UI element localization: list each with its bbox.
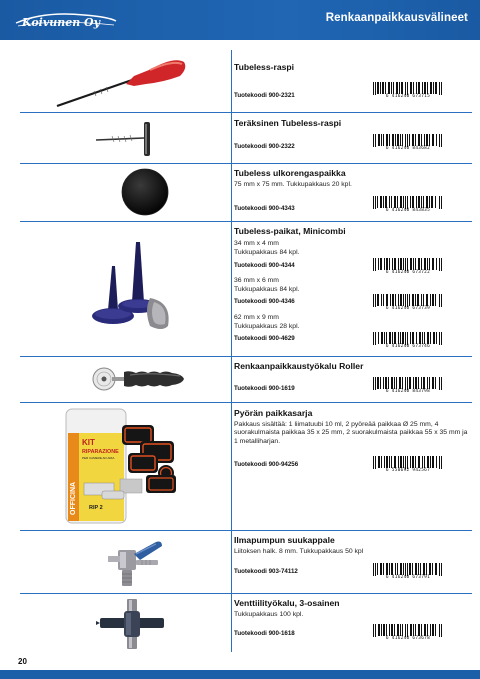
variant-pack: Tukkupakkaus 28 kpl. bbox=[234, 323, 300, 330]
product-title: Tubeless-paikat, Minicombi bbox=[234, 226, 346, 236]
separator bbox=[20, 402, 472, 403]
barcode-number: 6 416240 673791 bbox=[385, 575, 431, 580]
product-minicombi bbox=[234, 226, 474, 236]
svg-text:RIP 2: RIP 2 bbox=[89, 505, 103, 511]
separator bbox=[20, 112, 232, 113]
barcode-number: 6 416240 673722 bbox=[385, 270, 431, 275]
barcode bbox=[372, 377, 444, 396]
barcode bbox=[372, 134, 444, 153]
product-description: Tukkupakkaus 100 kpl. bbox=[234, 611, 304, 618]
roller-tool-image bbox=[90, 364, 190, 394]
product-outer-patch bbox=[234, 168, 474, 189]
variant-size: 34 mm x 4 mm bbox=[234, 240, 279, 247]
product-code: Tuotekoodi 900-4343 bbox=[234, 205, 295, 212]
barcode-number: 6 416240 673746 bbox=[385, 344, 431, 349]
product-code: Tuotekoodi 900-2321 bbox=[234, 92, 295, 99]
barcode bbox=[372, 563, 444, 582]
product-code: Tuotekoodi 900-1619 bbox=[234, 385, 295, 392]
barcode-number: 6 550692 942567 bbox=[385, 468, 431, 473]
svg-text:PER CAMERE AD ARIA: PER CAMERE AD ARIA bbox=[82, 456, 115, 460]
minicombi-plugs-image bbox=[88, 240, 172, 336]
separator bbox=[20, 593, 472, 594]
product-title: Renkaanpaikkaustyökalu Roller bbox=[234, 361, 364, 371]
product-title: Pyörän paikkasarja bbox=[234, 408, 313, 418]
barcode-number: 6 416240 843835 bbox=[385, 208, 431, 213]
product-description: Liitoksen halk. 8 mm. Tukkupakkaus 50 kpl bbox=[234, 548, 364, 555]
barcode bbox=[372, 332, 444, 351]
barcode bbox=[372, 196, 444, 215]
svg-text:RIPARAZIONE: RIPARAZIONE bbox=[82, 449, 119, 455]
variant-pack: Tukkupakkaus 84 kpl. bbox=[234, 286, 300, 293]
barcode-number: 6 416240 843682 bbox=[385, 146, 431, 151]
product-title: Teräksinen Tubeless-raspi bbox=[234, 118, 342, 128]
separator bbox=[20, 163, 472, 164]
page-number: 20 bbox=[18, 657, 27, 666]
barcode-number: 6 416240 673678 bbox=[385, 636, 431, 641]
product-pump-nozzle bbox=[234, 535, 474, 556]
round-patch-image bbox=[120, 167, 170, 217]
product-tubeless-raspi bbox=[234, 62, 474, 72]
svg-text:KIT: KIT bbox=[82, 438, 95, 447]
barcode bbox=[372, 294, 444, 313]
separator bbox=[20, 530, 472, 531]
rasp-tool-image bbox=[54, 54, 189, 110]
svg-text:OFFICINA: OFFICINA bbox=[70, 481, 77, 515]
product-steel-rasp bbox=[234, 118, 474, 128]
barcode-number: 6 416240 673739 bbox=[385, 306, 431, 311]
barcode bbox=[372, 258, 444, 277]
product-code: Tuotekoodi 900-2322 bbox=[234, 143, 295, 150]
separator bbox=[20, 356, 472, 357]
product-code: Tuotekoodi 900-4346 bbox=[234, 298, 295, 305]
product-code: Tuotekoodi 900-4344 bbox=[234, 262, 295, 269]
variant-size: 62 mm x 9 mm bbox=[234, 314, 279, 321]
product-code: Tuotekoodi 900-4629 bbox=[234, 335, 295, 342]
valve-tool-image bbox=[96, 597, 168, 651]
barcode bbox=[372, 456, 444, 475]
product-description: 75 mm x 75 mm. Tukkupakkaus 20 kpl. bbox=[234, 181, 352, 188]
product-title: Venttiilityökalu, 3-osainen bbox=[234, 598, 340, 608]
separator bbox=[20, 221, 472, 222]
separator bbox=[232, 112, 472, 113]
page-title: Renkaanpaikkausvälineet bbox=[325, 12, 468, 24]
product-code: Tuotekoodi 900-1618 bbox=[234, 630, 295, 637]
logo-text: Koivunen Oy bbox=[22, 16, 101, 29]
product-code: Tuotekoodi 900-94256 bbox=[234, 461, 299, 468]
product-roller bbox=[234, 361, 474, 371]
product-valve-tool bbox=[234, 598, 474, 619]
barcode bbox=[372, 82, 444, 101]
barcode-number: 6 416240 673715 bbox=[385, 94, 431, 99]
column-divider bbox=[231, 50, 232, 652]
footer-bar bbox=[0, 670, 480, 679]
pump-nozzle-image bbox=[104, 536, 166, 588]
page-header bbox=[0, 0, 480, 40]
product-description: Pakkaus sisältää: 1 liimatuubi 10 ml, 2 pyöreää paikkaa Ø 25 mm, 4 suorakulmaista paikkaa 35 x 25 mm, 2 suorakulmaista paikkaa 55 x 35 mm ja 1 metalliharjan. bbox=[234, 421, 468, 445]
steel-rasp-image bbox=[94, 118, 166, 158]
product-bike-repair-kit bbox=[234, 408, 474, 446]
barcode bbox=[372, 624, 444, 643]
repair-kit-image bbox=[62, 405, 186, 527]
product-title: Ilmapumpun suukappale bbox=[234, 535, 335, 545]
variant-pack: Tukkupakkaus 84 kpl. bbox=[234, 249, 300, 256]
company-logo bbox=[14, 9, 118, 33]
product-title: Tubeless ulkorengaspaikka bbox=[234, 168, 346, 178]
product-title: Tubeless-raspi bbox=[234, 62, 295, 72]
barcode-number: 6 416240 843798 bbox=[385, 389, 431, 394]
variant-size: 36 mm x 6 mm bbox=[234, 277, 279, 284]
product-code: Tuotekoodi 903-74112 bbox=[234, 568, 298, 575]
